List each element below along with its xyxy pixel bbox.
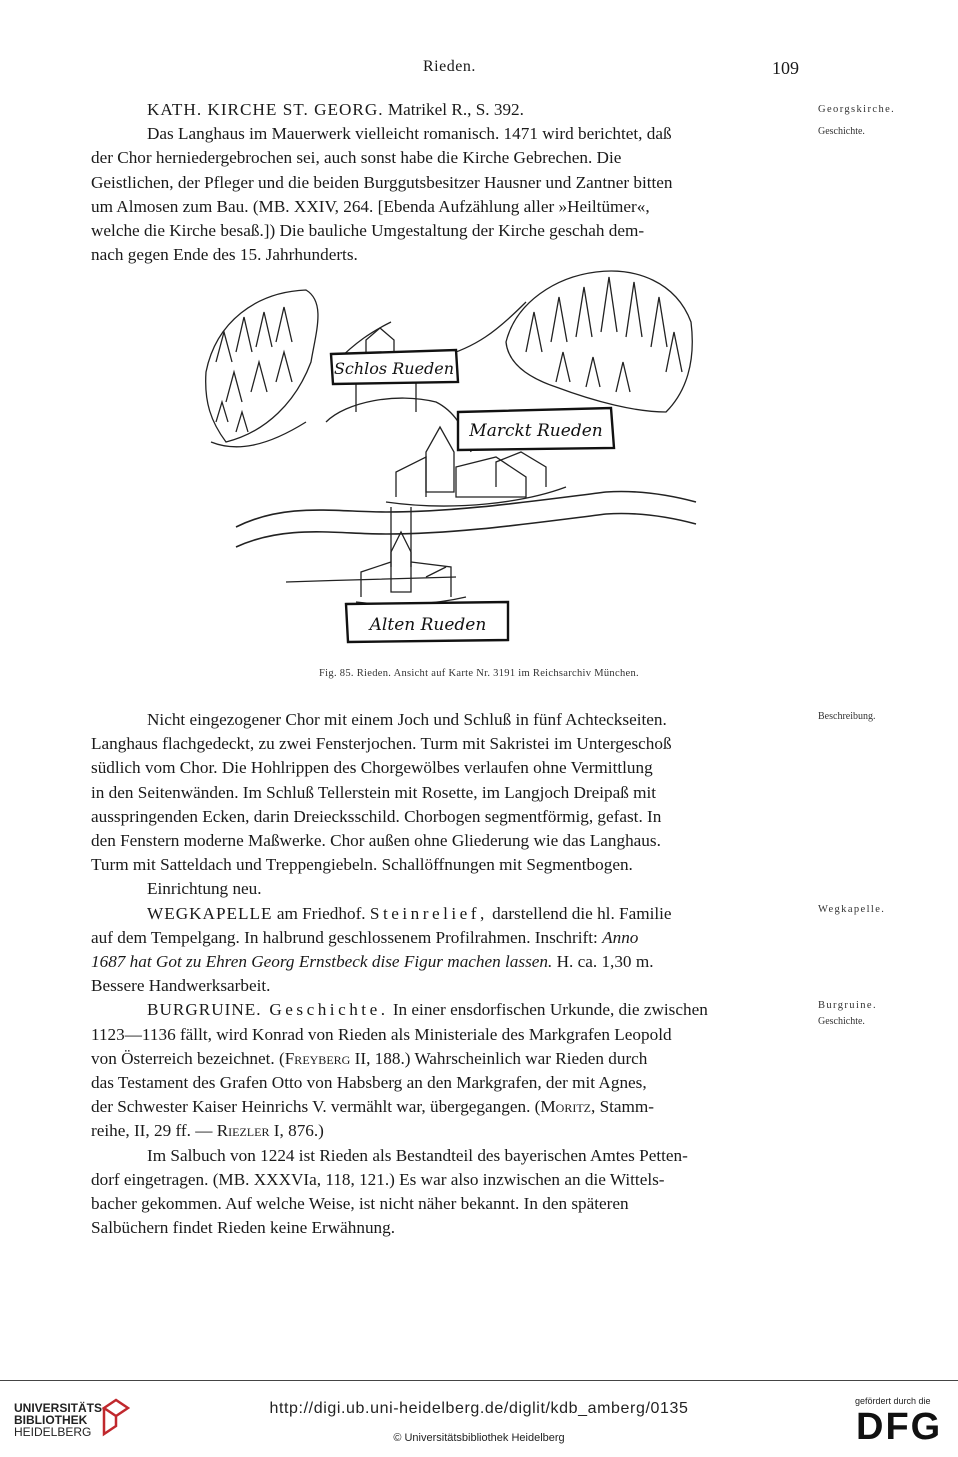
running-header: Rieden. bbox=[423, 58, 476, 75]
banner-label: Alten Rueden bbox=[369, 615, 487, 635]
text-line: ausspringenden Ecken, darin Dreiecksschild. Chorbogen segmentförmig, gefast. In bbox=[91, 806, 662, 826]
text-line: bacher gekommen. Auf welche Weise, ist nicht näher bekannt. In den späteren bbox=[91, 1194, 629, 1214]
text-line: der Chor herniedergebrochen sei, auch sonst habe die Kirche Gebrechen. Die bbox=[91, 148, 622, 168]
banner-label: Schlos Rueden bbox=[333, 359, 455, 378]
funding-note: gefördert durch die bbox=[855, 1396, 931, 1406]
margin-note-beschreibung: Beschreibung. bbox=[818, 711, 876, 722]
text-line: Nicht eingezogener Chor mit einem Joch und Schluß in fünf Achteckseiten. bbox=[147, 710, 667, 729]
figure-map-illustration bbox=[196, 262, 741, 662]
footer-bar bbox=[0, 1380, 958, 1457]
banner-label: Marckt Rueden bbox=[469, 421, 603, 441]
section-body bbox=[91, 708, 809, 1240]
section-georgskirche: KATH. KIRCHE ST. GEORG. Matrikel R., S. 392. Das Langhaus im Mauerwerk vielleicht romanisch. 1471 wird berichtet, daß der Chor herniedergebrochen sei, auch sonst habe die Kirche Gebrechen. Die Geistlichen, der Pfleger und die beiden Burggutsbesitzer Hausner und Zantner bitten um Almosen zum Bau. (MB. XXIV, 264. [Ebenda Aufzählung aller »Heiltümer«, welche die Kirche besaß.]) Die bauliche Umgestaltung der Kirche geschah dem- nach gegen Ende des 15. Jahrhunderts. bbox=[91, 98, 809, 267]
text-line: den Fenstern moderne Maßwerke. Chor außen ohne Gliederung wie das Langhaus. bbox=[91, 831, 661, 851]
margin-note-wegkapelle: Wegkapelle. bbox=[818, 904, 886, 915]
text-line: in den Seitenwänden. Im Schluß Tellerstein mit Rosette, im Langjoch Dreipaß mit bbox=[91, 782, 657, 802]
copyright-notice: © Universitätsbibliothek Heidelberg bbox=[393, 1432, 565, 1444]
page-number: 109 bbox=[772, 58, 799, 78]
text-line: BURGRUINE. Geschichte. In einer ensdorfischen Urkunde, die zwischen bbox=[147, 1000, 708, 1020]
text-line: dorf eingetragen. (MB. XXXVIa, 118, 121.) Es war also inzwischen an die Wittels- bbox=[91, 1169, 665, 1189]
margin-note-burgruine: Burgruine. bbox=[818, 1000, 878, 1011]
permalink-url[interactable]: http://digi.ub.uni-heidelberg.de/diglit/kdb_amberg/0135 bbox=[269, 1400, 689, 1417]
text-line: Einrichtung neu. bbox=[147, 879, 262, 899]
text-line: auf dem Tempelgang. In halbrund geschlossenem Profilrahmen. Inschrift: Anno bbox=[91, 927, 639, 947]
text-line: von Österreich bezeichnet. (Freyberg II, 188.) Wahrscheinlich war Rieden durch bbox=[91, 1048, 648, 1068]
text-line: Bessere Handwerksarbeit. bbox=[91, 976, 271, 996]
text-line: Das Langhaus im Mauerwerk vielleicht romanisch. 1471 wird berichtet, daß bbox=[147, 124, 672, 144]
text-line: südlich vom Chor. Die Hohlrippen des Chorgewölbes verlaufen ohne Vermittlung bbox=[91, 758, 653, 778]
text-line: um Almosen zum Bau. (MB. XXIV, 264. [Ebenda Aufzählung aller »Heiltümer«, bbox=[91, 196, 650, 216]
margin-note-geschichte: Geschichte. bbox=[818, 1016, 865, 1027]
text-line: 1123—1136 fällt, wird Konrad von Rieden als Ministeriale des Markgrafen Leopold bbox=[91, 1024, 672, 1044]
figure-caption: Fig. 85. Rieden. Ansicht auf Karte Nr. 3191 im Reichsarchiv München. bbox=[319, 668, 639, 679]
section-heading: KATH. KIRCHE ST. GEORG. bbox=[147, 100, 384, 119]
text-line: nach gegen Ende des 15. Jahrhunderts. bbox=[91, 245, 358, 265]
margin-note-geschichte: Geschichte. bbox=[818, 126, 865, 137]
text-line: 1687 hat Got zu Ehren Georg Ernstbeck dise Figur machen lassen. H. ca. 1,30 m. bbox=[91, 952, 654, 972]
text-line: Im Salbuch von 1224 ist Rieden als Bestandteil des bayerischen Amtes Petten- bbox=[147, 1145, 688, 1165]
dfg-logo: DFG bbox=[856, 1406, 943, 1448]
text-line: Geistlichen, der Pfleger und die beiden Burggutsbesitzer Hausner und Zantner bitten bbox=[91, 172, 673, 192]
margin-note-georgskirche: Georgskirche. bbox=[818, 104, 896, 115]
footer-divider bbox=[0, 1380, 958, 1381]
text-line: WEGKAPELLE am Friedhof. Steinrelief, darstellend die hl. Familie bbox=[147, 903, 672, 923]
text-line: Langhaus flachgedeckt, zu zwei Fensterjochen. Turm mit Sakristei im Untergeschoß bbox=[91, 734, 672, 754]
text-line: das Testament des Grafen Otto von Habsberg an den Markgrafen, der mit Agnes, bbox=[91, 1073, 647, 1093]
text-line: welche die Kirche besaß.]) Die bauliche Umgestaltung der Kirche geschah dem- bbox=[91, 221, 645, 241]
text-line: reihe, II, 29 ff. — Riezler I, 876.) bbox=[91, 1121, 324, 1141]
library-name: UNIVERSITÄTS- BIBLIOTHEK HEIDELBERG bbox=[14, 1401, 107, 1439]
text-line: Salbüchern findet Rieden keine Erwähnung. bbox=[91, 1218, 396, 1238]
text-line: der Schwester Kaiser Heinrichs V. vermählt war, übergegangen. (Moritz, Stamm- bbox=[91, 1097, 655, 1117]
text-line: Turm mit Satteldach und Treppengiebeln. Schallöffnungen mit Segmentbogen. bbox=[91, 855, 633, 875]
